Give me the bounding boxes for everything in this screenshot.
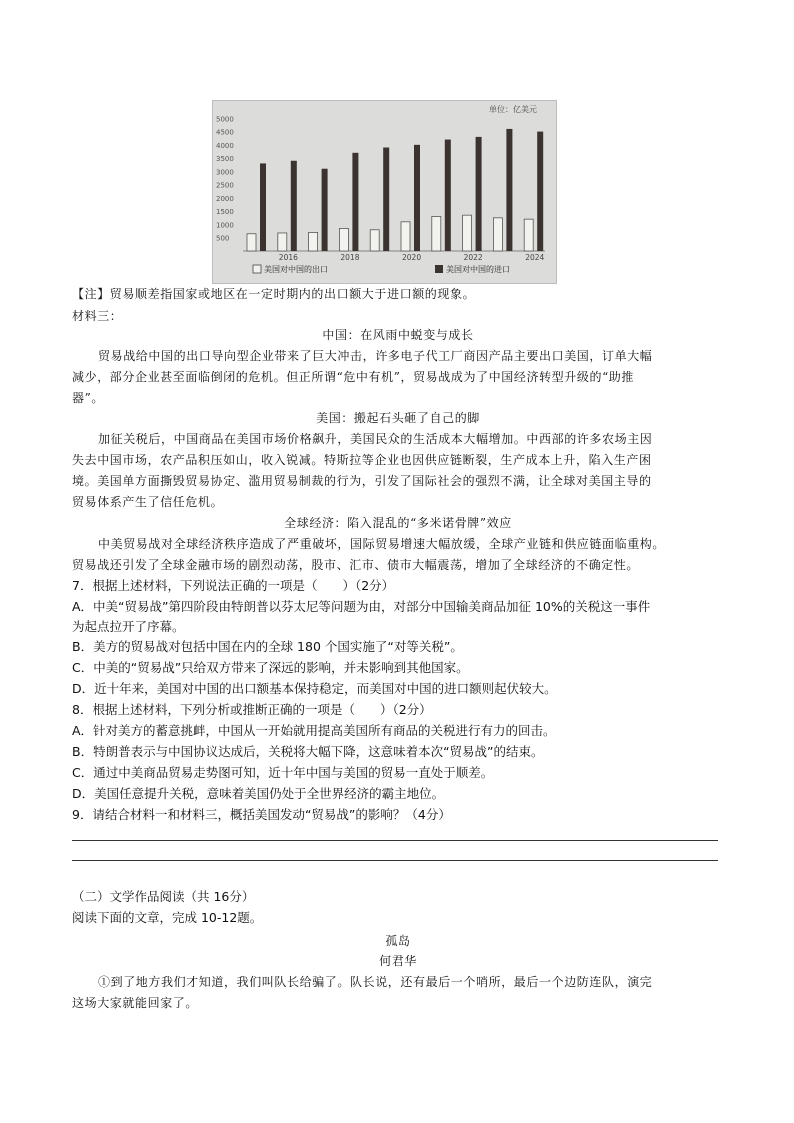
q7-option-a: A．中美“贸易战”第四阶段由特朗普以芬太尼等问题为由，对部分中国输美商品加征 10%的关税这一事件 xyxy=(72,599,651,614)
export-bar xyxy=(309,232,318,251)
x-tick-label: 2024 xyxy=(525,253,545,262)
section2-title: 美国：搬起石头砸了自己的脚 xyxy=(316,411,480,425)
answer-line-2[interactable] xyxy=(72,860,718,861)
export-bar xyxy=(401,222,410,251)
y-tick-label: 3000 xyxy=(216,168,234,177)
export-bar xyxy=(493,218,502,251)
y-tick-label: 3500 xyxy=(216,155,234,164)
export-bar xyxy=(247,234,256,251)
section3-line-2: 贸易战还引发了全球金融市场的剧烈动荡，股市、汇市、债市大幅震荡，增加了全球经济的不确定性。 xyxy=(72,558,640,572)
story-line-2: 这场大家就能回家了。 xyxy=(72,996,199,1010)
q8-option-b: B．特朗普表示与中国协议达成后，关税将大幅下降，这意味着本次“贸易战”的结束。 xyxy=(72,744,544,759)
section2-line-1: 加征关税后，中国商品在美国市场价格飙升，美国民众的生活成本大幅增加。中西部的许多农场主因 xyxy=(98,432,653,446)
section2-line-3: 境。美国单方面撕毁贸易协定、滥用贸易制裁的行为，引发了国际社会的强烈不满，让全球对美国主导的 xyxy=(72,474,652,488)
q9-stem: 9．请结合材料一和材料三，概括美国发动“贸易战”的影响？（4分） xyxy=(72,807,451,822)
q8-option-d: D．美国任意提升关税，意味着美国仍处于全世界经济的霸主地位。 xyxy=(72,786,445,801)
q7-stem: 7．根据上述材料，下列说法正确的一项是（ ）（2分） xyxy=(72,578,395,593)
export-bar xyxy=(370,230,379,251)
section1-line-1: 贸易战给中国的出口导向型企业带来了巨大冲击，许多电子代工厂商因产品主要出口美国，订单大幅 xyxy=(98,349,653,363)
q8-stem: 8．根据上述材料，下列分析或推断正确的一项是（ ）（2分） xyxy=(72,702,432,717)
export-bar xyxy=(463,215,472,251)
import-bar xyxy=(445,140,451,251)
unit-label: 单位：亿美元 xyxy=(489,105,537,114)
legend-export-label: 美国对中国的出口 xyxy=(264,265,328,274)
section3-title: 全球经济：陷入混乱的“多米诺骨牌”效应 xyxy=(284,516,512,530)
q8-option-c: C．通过中美商品贸易走势图可知，近十年中国与美国的贸易一直处于顺差。 xyxy=(72,765,494,780)
note-text: 【注】贸易顺差指国家或地区在一定时期内的出口额大于进口额的现象。 xyxy=(72,287,476,301)
y-tick-label: 5000 xyxy=(216,115,234,124)
export-bar xyxy=(339,228,348,251)
import-bar xyxy=(476,137,482,251)
export-bar xyxy=(278,233,287,251)
legend-export-swatch xyxy=(253,265,261,273)
import-bar xyxy=(291,161,297,251)
y-tick-label: 1500 xyxy=(216,208,234,217)
import-bar xyxy=(383,148,389,252)
y-tick-label: 1000 xyxy=(216,221,234,230)
part2-heading: （二）文学作品阅读（共 16分） xyxy=(72,889,255,904)
q7-option-b: B．美方的贸易战对包括中国在内的全球 180 个国实施了“对等关税”。 xyxy=(72,639,463,654)
story-title: 孤岛 xyxy=(385,934,411,948)
bar-chart-svg xyxy=(213,101,556,283)
y-tick-label: 4500 xyxy=(216,128,234,137)
y-tick-label: 4000 xyxy=(216,141,234,150)
part2-instruction: 阅读下面的文章，完成 10-12题。 xyxy=(72,910,263,925)
import-bar xyxy=(352,153,358,251)
answer-line-1[interactable] xyxy=(72,840,718,841)
legend-import-swatch xyxy=(435,265,443,273)
section2-line-2: 失去中国市场，农产品积压如山，收入锐减。特斯拉等企业也因供应链断裂，生产成本上升，陷入生产困 xyxy=(72,453,652,467)
import-bar xyxy=(506,129,512,251)
q8-option-a: A．针对美方的蓄意挑衅，中国从一开始就用提高美国所有商品的关税进行有力的回击。 xyxy=(72,723,556,738)
section1-line-2: 减少，部分企业甚至面临倒闭的危机。但正所谓“危中有机”，贸易战成为了中国经济转型升级的“助推 xyxy=(72,370,635,384)
x-tick-label: 2020 xyxy=(402,253,422,262)
material3-heading: 材料三： xyxy=(72,309,123,323)
x-tick-label: 2022 xyxy=(463,253,483,262)
trade-chart xyxy=(212,100,557,284)
section1-title: 中国：在风雨中蜕变与成长 xyxy=(322,328,474,342)
x-tick-label: 2018 xyxy=(340,253,360,262)
import-bar xyxy=(260,163,266,251)
import-bar xyxy=(414,145,420,251)
import-bar xyxy=(322,169,328,251)
story-line-1: ①到了地方我们才知道，我们叫队长给骗了。队长说，还有最后一个哨所，最后一个边防连队，演完 xyxy=(98,975,653,989)
y-tick-label: 2000 xyxy=(216,194,234,203)
q7-option-d: D．近十年来，美国对中国的出口额基本保持稳定，而美国对中国的进口额则起伏较大。 xyxy=(72,681,557,696)
section3-line-1: 中美贸易战对全球经济秩序造成了严重破坏，国际贸易增速大幅放缓，全球产业链和供应链面临重构。 xyxy=(98,537,666,551)
export-bar xyxy=(432,217,441,252)
y-tick-label: 500 xyxy=(216,234,230,243)
export-bar xyxy=(524,219,533,251)
y-tick-label: 2500 xyxy=(216,181,234,190)
section1-line-3: 器”。 xyxy=(72,391,104,405)
q7-option-c: C．中美的“贸易战”只给双方带来了深远的影响，并未影响到其他国家。 xyxy=(72,660,469,675)
x-tick-label: 2016 xyxy=(278,253,298,262)
story-author: 何君华 xyxy=(379,954,417,968)
q7-option-a-cont: 为起点拉开了序幕。 xyxy=(72,619,185,634)
section2-line-4: 贸易体系产生了信任危机。 xyxy=(72,495,224,509)
legend-import-label: 美国对中国的进口 xyxy=(446,265,510,274)
import-bar xyxy=(537,132,543,251)
